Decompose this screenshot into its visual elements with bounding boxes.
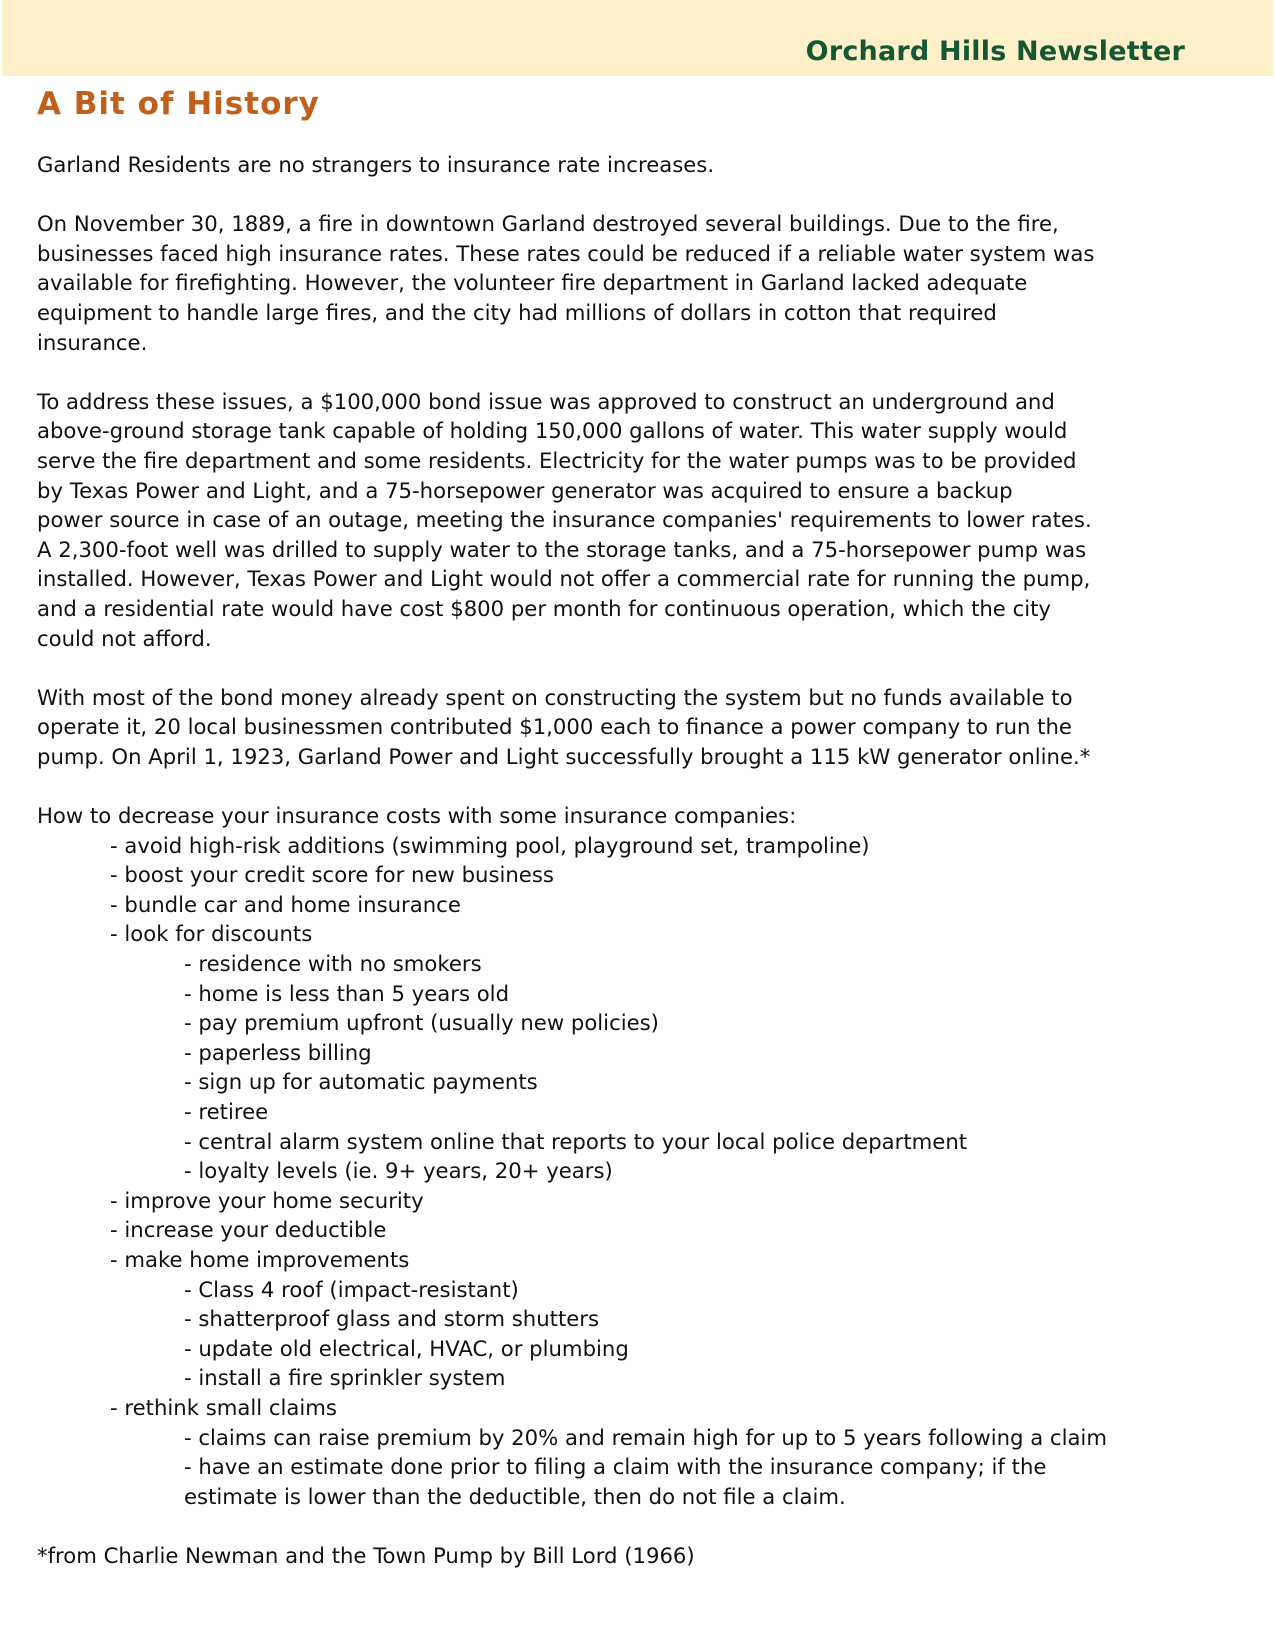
tip-item: - make home improvements (110, 1246, 410, 1272)
text-line: could not afford. (37, 625, 212, 651)
tip-subitem: - loyalty levels (ie. 9+ years, 20+ years) (184, 1158, 613, 1184)
tip-item: - improve your home security (110, 1187, 424, 1213)
text-line: pump. On April 1, 1923, Garland Power and Light successfully brought a 115 kW generator online.* (37, 743, 1091, 769)
history-paragraph-1 (37, 209, 1252, 357)
text-line: power source in case of an outage, meeting the insurance companies' requirements to lower rates. (37, 507, 1092, 533)
history-paragraph-3 (37, 683, 1252, 772)
text-line: serve the fire department and some residents. Electricity for the water pumps was to be provided (37, 447, 1077, 473)
text-line: On November 30, 1889, a fire in downtown Garland destroyed several buildings. Due to the fire, (37, 211, 1059, 237)
tip-subitem: - shatterproof glass and storm shutters (184, 1306, 600, 1332)
tip-item: - look for discounts (110, 921, 313, 947)
tip-item: - rethink small claims (110, 1394, 337, 1420)
tip-item: - boost your credit score for new business (110, 862, 554, 888)
text-line: equipment to handle large fires, and the city had millions of dollars in cotton that required (37, 299, 997, 325)
tip-subitem: - paperless billing (184, 1039, 372, 1065)
text-line: above-ground storage tank capable of holding 150,000 gallons of water. This water supply would (37, 418, 1068, 444)
section-title: A Bit of History (37, 86, 320, 122)
text-line: operate it, 20 local businessmen contributed $1,000 each to finance a power company to run the (37, 714, 1072, 740)
text-line: Garland Residents are no strangers to insurance rate increases. (37, 152, 715, 177)
intro-paragraph (37, 150, 1252, 180)
tip-subitem-continuation: estimate is lower than the deductible, then do not file a claim. (184, 1483, 846, 1509)
tip-subitem: - residence with no smokers (184, 951, 482, 977)
history-paragraph-2 (37, 387, 1252, 653)
tip-subitem: - sign up for automatic payments (184, 1069, 538, 1095)
tip-subitem: - claims can raise premium by 20% and remain high for up to 5 years following a claim (184, 1424, 1107, 1450)
text-line: insurance. (37, 329, 148, 355)
tip-subitem: - Class 4 roof (impact-resistant) (184, 1276, 519, 1302)
tip-item: - increase your deductible (110, 1217, 387, 1243)
text-line: With most of the bond money already spent on constructing the system but no funds available to (37, 684, 1073, 710)
tips-intro: How to decrease your insurance costs with some insurance companies: (37, 803, 797, 829)
newsletter-header-band (2, 0, 1273, 76)
text-line: To address these issues, a $100,000 bond issue was approved to construct an underground and (37, 388, 1055, 414)
tip-subitem: - have an estimate done prior to filing a claim with the insurance company; if the (184, 1454, 1047, 1480)
text-line: installed. However, Texas Power and Light would not offer a commercial rate for running the pump, (37, 566, 1091, 592)
tip-subitem: - pay premium upfront (usually new policies) (184, 1010, 659, 1036)
source-footnote: *from Charlie Newman and the Town Pump by Bill Lord (1966) (37, 1542, 695, 1568)
tip-subitem: - retiree (184, 1099, 269, 1124)
tip-subitem: - install a fire sprinkler system (184, 1365, 506, 1391)
insurance-tips-list (37, 801, 1252, 1511)
text-line: A 2,300-foot well was drilled to supply water to the storage tanks, and a 75-horsepower pump was (37, 536, 1087, 562)
text-line: and a residential rate would have cost $800 per month for continuous operation, which the city (37, 595, 1051, 621)
text-line: businesses faced high insurance rates. These rates could be reduced if a reliable water system was (37, 240, 1095, 266)
tip-subitem: - update old electrical, HVAC, or plumbing (184, 1335, 629, 1361)
tip-item: - avoid high-risk additions (swimming pool, playground set, trampoline) (110, 832, 870, 858)
text-line: available for firefighting. However, the volunteer fire department in Garland lacked adequate (37, 270, 1028, 296)
tip-item: - bundle car and home insurance (110, 891, 461, 917)
tip-subitem: - home is less than 5 years old (184, 980, 510, 1006)
article-body (37, 150, 1252, 1571)
newsletter-title: Orchard Hills Newsletter (805, 36, 1185, 67)
tip-subitem: - central alarm system online that reports to your local police department (184, 1128, 968, 1154)
text-line: by Texas Power and Light, and a 75-horsepower generator was acquired to ensure a backup (37, 477, 1013, 503)
